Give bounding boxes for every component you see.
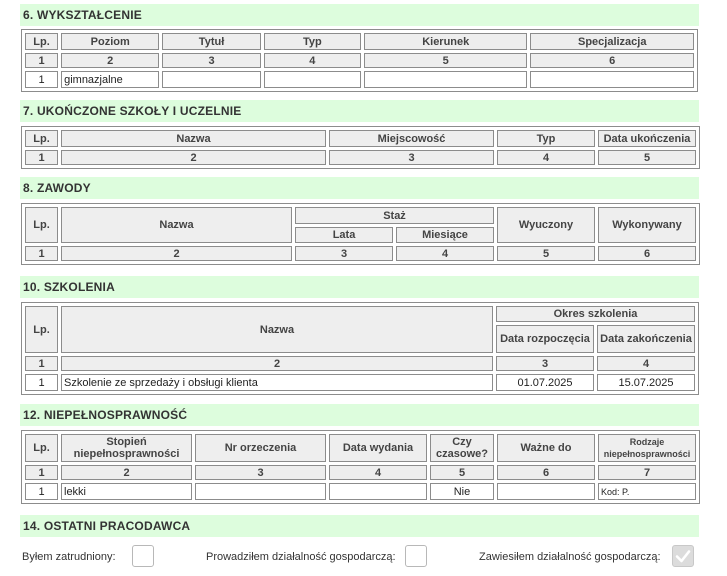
col-header-lata: Lata: [295, 227, 393, 243]
col-number: 4: [329, 465, 427, 480]
col-number: 1: [25, 465, 58, 480]
row-lp: 1: [25, 71, 58, 88]
row-data-wydania: [329, 483, 427, 500]
col-header-miesiace: Miesiące: [396, 227, 494, 243]
col-number: 1: [25, 356, 58, 371]
section-title-education: 6. WYKSZTAŁCENIE: [20, 4, 699, 26]
col-header-wazne-do: Ważne do: [497, 434, 595, 462]
col-header-data-wydania: Data wydania: [329, 434, 427, 462]
row-nr-orzeczenia: [195, 483, 326, 500]
section-title-professions: 8. ZAWODY: [20, 177, 699, 199]
professions-table: [21, 203, 700, 265]
col-number: 5: [598, 150, 696, 165]
col-number: 2: [61, 356, 493, 371]
row-czy-czasowe: Nie: [430, 483, 494, 500]
schools-table: [21, 126, 700, 169]
col-header-data-zakonczenia: Data zakończenia: [597, 325, 695, 353]
business-checkbox[interactable]: [405, 545, 427, 567]
row-data-zakonczenia: 15.07.2025: [597, 374, 695, 391]
col-header-lp: Lp.: [25, 207, 58, 243]
col-header-lp: Lp.: [25, 130, 58, 147]
col-header-miejscowosc: Miejscowość: [329, 130, 494, 147]
col-header-nr-orzeczenia: Nr orzeczenia: [195, 434, 326, 462]
row-lp: 1: [25, 374, 58, 391]
col-number: 6: [497, 465, 595, 480]
col-number: 2: [61, 465, 192, 480]
col-header-lp: Lp.: [25, 306, 58, 353]
table-row: [25, 374, 695, 391]
col-header-okres: Okres szkolenia: [496, 306, 695, 322]
col-number: 3: [162, 53, 260, 68]
suspended-business-checkbox[interactable]: [672, 545, 694, 567]
disability-table: [21, 430, 700, 504]
col-header-staz: Staż: [295, 207, 494, 224]
row-tytul: [162, 71, 260, 88]
col-header-nazwa: Nazwa: [61, 207, 292, 243]
col-header-wykonywany: Wykonywany: [598, 207, 696, 243]
col-header-data-rozpoczecia: Data rozpoczęcia: [496, 325, 594, 353]
col-number: 4: [396, 246, 494, 261]
col-number: 6: [530, 53, 694, 68]
col-number: 5: [430, 465, 494, 480]
trainings-table: [21, 302, 699, 395]
col-number: 1: [25, 150, 58, 165]
col-number: 4: [497, 150, 595, 165]
row-wazne-do: [497, 483, 595, 500]
business-label: Prowadziłem działalność gospodarczą:: [206, 551, 396, 563]
employed-label: Byłem zatrudniony:: [22, 551, 116, 563]
section-title-schools: 7. UKOŃCZONE SZKOŁY I UCZELNIE: [20, 100, 699, 122]
table-row: [25, 71, 694, 88]
employed-checkbox[interactable]: [132, 545, 154, 567]
col-number: 5: [497, 246, 595, 261]
row-data-rozpoczecia: 01.07.2025: [496, 374, 594, 391]
col-header-data-ukonczenia: Data ukończenia: [598, 130, 696, 147]
col-number: 1: [25, 53, 58, 68]
table-row: [25, 483, 696, 500]
col-header-lp: Lp.: [25, 434, 58, 462]
col-header-rodzaje: Rodzaje niepełnosprawności: [598, 434, 696, 462]
row-kierunek: [364, 71, 528, 88]
col-number: 3: [295, 246, 393, 261]
col-header-poziom: Poziom: [61, 33, 159, 50]
row-specjalizacja: [530, 71, 694, 88]
section-title-last-employer: 14. OSTATNI PRACODAWCA: [20, 515, 699, 537]
col-header-specjalizacja: Specjalizacja: [530, 33, 694, 50]
col-header-nazwa: Nazwa: [61, 306, 493, 353]
col-header-typ: Typ: [264, 33, 361, 50]
col-number: 1: [25, 246, 58, 261]
col-number: 6: [598, 246, 696, 261]
col-number: 4: [597, 356, 695, 371]
col-number: 4: [264, 53, 361, 68]
col-header-stopien: Stopień niepełnosprawności: [61, 434, 192, 462]
col-header-typ: Typ: [497, 130, 595, 147]
col-number: 2: [61, 150, 326, 165]
col-number: 3: [329, 150, 494, 165]
section-title-disability: 12. NIEPEŁNOSPRAWNOŚĆ: [20, 404, 699, 426]
last-employer-row: [22, 544, 698, 570]
col-number: 2: [61, 53, 159, 68]
row-lp: 1: [25, 483, 58, 500]
col-header-tytul: Tytuł: [162, 33, 260, 50]
col-header-wyuczony: Wyuczony: [497, 207, 595, 243]
row-poziom: gimnazjalne: [61, 71, 159, 88]
checkmark-icon: [673, 546, 693, 566]
row-typ: [264, 71, 361, 88]
section-title-trainings: 10. SZKOLENIA: [20, 276, 699, 298]
education-table: [21, 29, 698, 92]
col-number: 3: [195, 465, 326, 480]
row-rodzaje: Kod: P.: [598, 483, 696, 500]
col-number: 2: [61, 246, 292, 261]
col-number: 5: [364, 53, 528, 68]
col-number: 3: [496, 356, 594, 371]
col-number: 7: [598, 465, 696, 480]
col-header-kierunek: Kierunek: [364, 33, 528, 50]
col-header-lp: Lp.: [25, 33, 58, 50]
row-nazwa: Szkolenie ze sprzedaży i obsługi klienta: [61, 374, 493, 391]
row-stopien: lekki: [61, 483, 192, 500]
col-header-czy-czasowe: Czy czasowe?: [430, 434, 494, 462]
suspended-business-label: Zawiesiłem działalność gospodarczą:: [479, 551, 661, 563]
col-header-nazwa: Nazwa: [61, 130, 326, 147]
